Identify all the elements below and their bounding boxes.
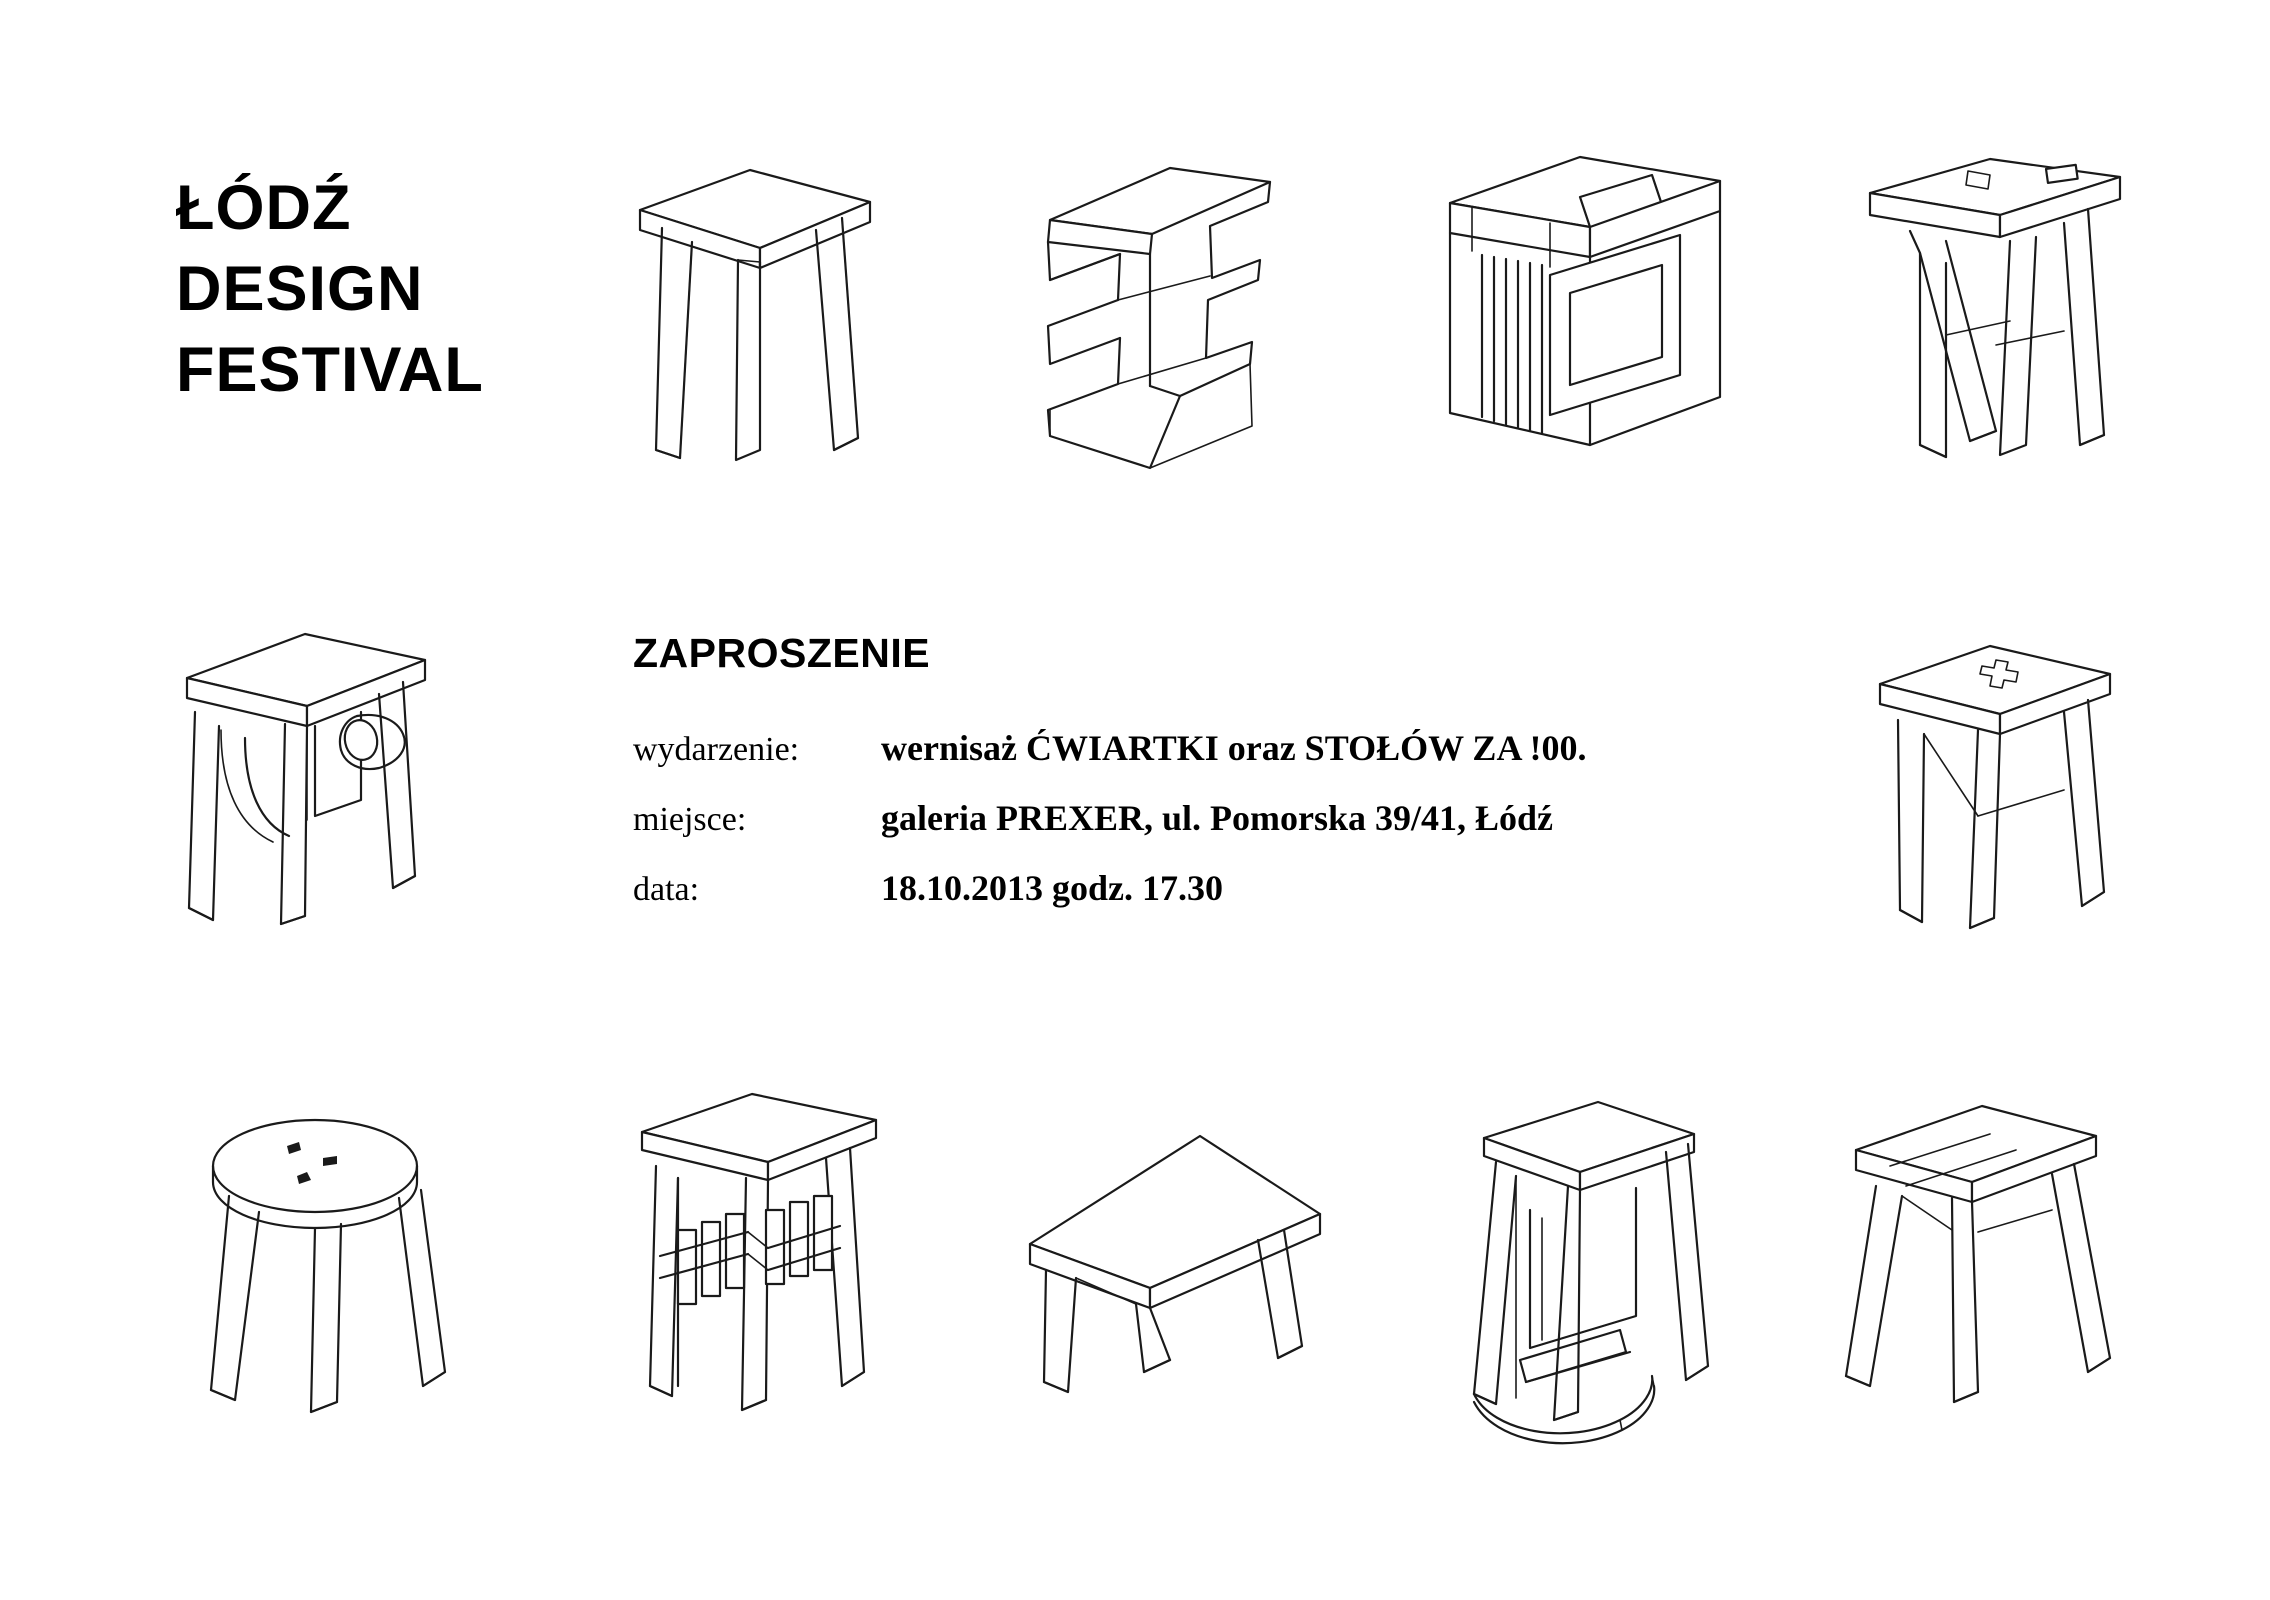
invitation-label-place: miejsce:	[633, 801, 747, 838]
stool-tapered-legs-drawing	[640, 170, 870, 460]
invitation-heading: ZAPROSZENIE	[633, 630, 931, 676]
invitation-value-date: 18.10.2013 godz. 17.30	[881, 868, 1223, 908]
illustration-stool-open-cube	[1430, 145, 1730, 485]
invitation-label-event: wydarzenie:	[633, 731, 800, 768]
title-line-2: DESIGN	[176, 254, 424, 324]
slat-grid	[660, 1196, 840, 1304]
illustration-stool-splayed-legs	[1830, 1090, 2130, 1430]
illustration-stool-cross-slot-top	[1860, 630, 2140, 950]
bench-angled-top-drawing	[1030, 1136, 1320, 1392]
invitation-value-place: galeria PREXER, ul. Pomorska 39/41, Łódź	[881, 798, 1553, 838]
title-line-3: FESTIVAL	[176, 335, 484, 405]
stool-rocker-base-drawing	[1474, 1102, 1708, 1443]
illustration-bench-angled-top	[1020, 1120, 1340, 1410]
invitation-row-place	[633, 797, 1753, 839]
stool-open-cube-drawing	[1450, 157, 1720, 445]
stool-round-top-drawing	[211, 1120, 445, 1412]
illustration-stool-interlocking-slats	[620, 1080, 910, 1440]
invitation-row-date	[633, 867, 1753, 909]
stool-splayed-legs-drawing	[1846, 1106, 2110, 1402]
stool-zigzag-steps-drawing	[1048, 168, 1270, 468]
stool-rolled-seat-drawing	[187, 634, 425, 924]
illustration-stool-zigzag-steps	[1020, 150, 1300, 480]
invitation-label-date: data:	[633, 871, 700, 908]
illustration-stool-round-top	[195, 1100, 455, 1430]
invitation-block	[633, 630, 1753, 937]
illustration-stool-crossed-legs	[1850, 145, 2140, 485]
stool-interlocking-slats-drawing	[642, 1094, 876, 1410]
illustration-stool-rolled-seat	[165, 620, 485, 950]
title-line-1: ŁÓDŹ	[176, 173, 352, 243]
invitation-value-event: wernisaż ĆWIARTKI oraz STOŁÓW ZA !00.	[881, 728, 1587, 768]
page-title	[176, 168, 636, 411]
stool-crossed-legs-drawing	[1870, 159, 2120, 457]
illustration-stool-rocker-base	[1450, 1090, 1730, 1460]
invitation-row-event	[633, 727, 1753, 769]
illustration-stool-tapered-legs	[620, 150, 890, 480]
stool-cross-slot-top-drawing	[1880, 646, 2110, 928]
